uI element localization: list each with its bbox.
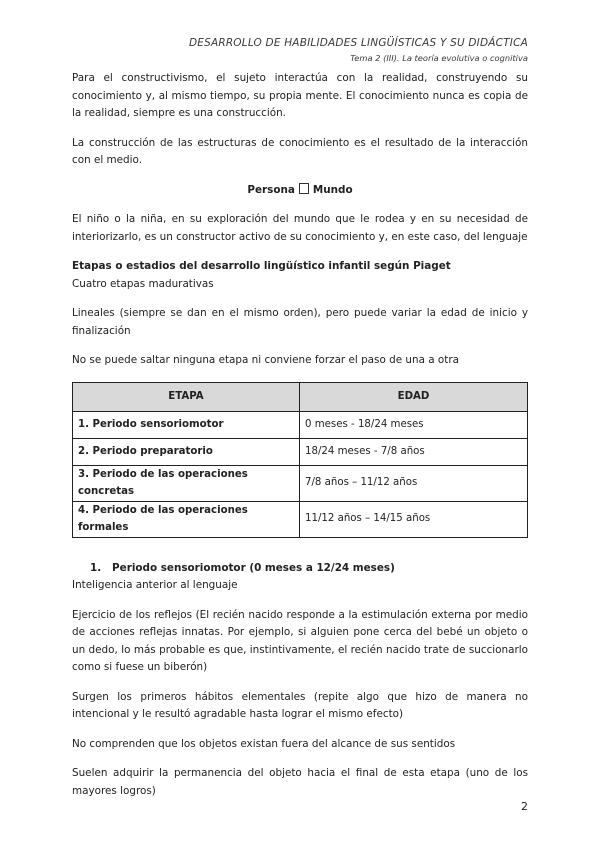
- table-header-row: [73, 382, 528, 411]
- section-number: 1.: [90, 561, 102, 574]
- paragraph-habits: Surgen los primeros hábitos elementales (repite algo que hizo de manera no intencional y le resultó agradable hasta lograr el mismo efecto): [72, 690, 528, 720]
- paragraph-constructivism: Para el constructivismo, el sujeto interactúa con la realidad, construyendo su conocimiento y, al mismo tiempo, su propia mente. El conocimiento nunca es copia de la realidad, siempre es una construcción.: [72, 72, 528, 119]
- persona-mundo-line: [72, 182, 528, 200]
- header-etapa: ETAPA: [73, 382, 300, 411]
- paragraph-construction: La construcción de las estructuras de conocimiento es el resultado de la interacción con el medio.: [72, 136, 528, 166]
- paragraph-linear: Lineales (siempre se dan en el mismo orden), pero puede variar la edad de inicio y finalización: [72, 307, 528, 337]
- section-title: [72, 560, 528, 578]
- paragraph-no-skip: No se puede saltar ninguna etapa ni conviene forzar el paso de una a otra: [72, 354, 460, 366]
- header-subtitle: Tema 2 (III). La teoría evolutiva o cognitiva: [350, 53, 528, 63]
- table-row: [73, 438, 528, 465]
- mundo-label: Mundo: [312, 183, 353, 196]
- persona-label: Persona: [247, 183, 295, 196]
- stage-name: 4. Periodo de las operaciones formales: [73, 501, 300, 537]
- paragraph-objects: No comprenden que los objetos existan fuera del alcance de sus sentidos: [72, 737, 456, 750]
- header-edad: EDAD: [300, 382, 528, 411]
- table-row: [73, 411, 528, 438]
- stages-heading: Etapas o estadios del desarrollo lingüístico infantil según Piaget: [72, 260, 451, 272]
- paragraph-reflexes: Ejercicio de los reflejos (El recién nacido responde a la estimulación externa por medio de acciones reflejas innatas. Por ejemplo, si alguien pone cerca del bebé un objeto o un dedo, lo más probable es que, instintivamente, el recién nacido trate de succionarlo como si fuese un biberón): [72, 608, 528, 673]
- page-number: 2: [521, 800, 528, 813]
- header-title: DESARROLLO DE HABILIDADES LINGÜÍSTICAS Y SU DIDÁCTICA: [188, 37, 528, 49]
- stages-table: [72, 382, 528, 538]
- stage-name: 2. Periodo preparatorio: [73, 438, 300, 465]
- stage-age: 7/8 años – 11/12 años: [300, 465, 528, 501]
- stage-age: 0 meses - 18/24 meses: [300, 411, 528, 438]
- paragraph-child-explorer: El niño o la niña, en su exploración del mundo que le rodea y en su necesidad de interiorizarlo, es un constructor activo de su conocimiento y, en este caso, del lenguaje: [72, 213, 528, 243]
- section-title-text: Periodo sensoriomotor (0 meses a 12/24 meses): [112, 561, 395, 574]
- stage-name: 3. Periodo de las operaciones concretas: [73, 465, 300, 501]
- table-row: [73, 501, 528, 537]
- page-content: [72, 70, 528, 812]
- stages-intro: Cuatro etapas madurativas: [72, 277, 214, 290]
- missing-arrow-icon: [299, 183, 309, 194]
- table-row: [73, 465, 528, 501]
- section-subtitle: Inteligencia anterior al lenguaje: [72, 579, 238, 591]
- stage-name: 1. Periodo sensoriomotor: [73, 411, 300, 438]
- stage-age: 11/12 años – 14/15 años: [300, 501, 528, 537]
- stage-age: 18/24 meses - 7/8 años: [300, 438, 528, 465]
- paragraph-permanence: Suelen adquirir la permanencia del objeto hacia el final de esta etapa (uno de los mayores logros): [72, 767, 528, 797]
